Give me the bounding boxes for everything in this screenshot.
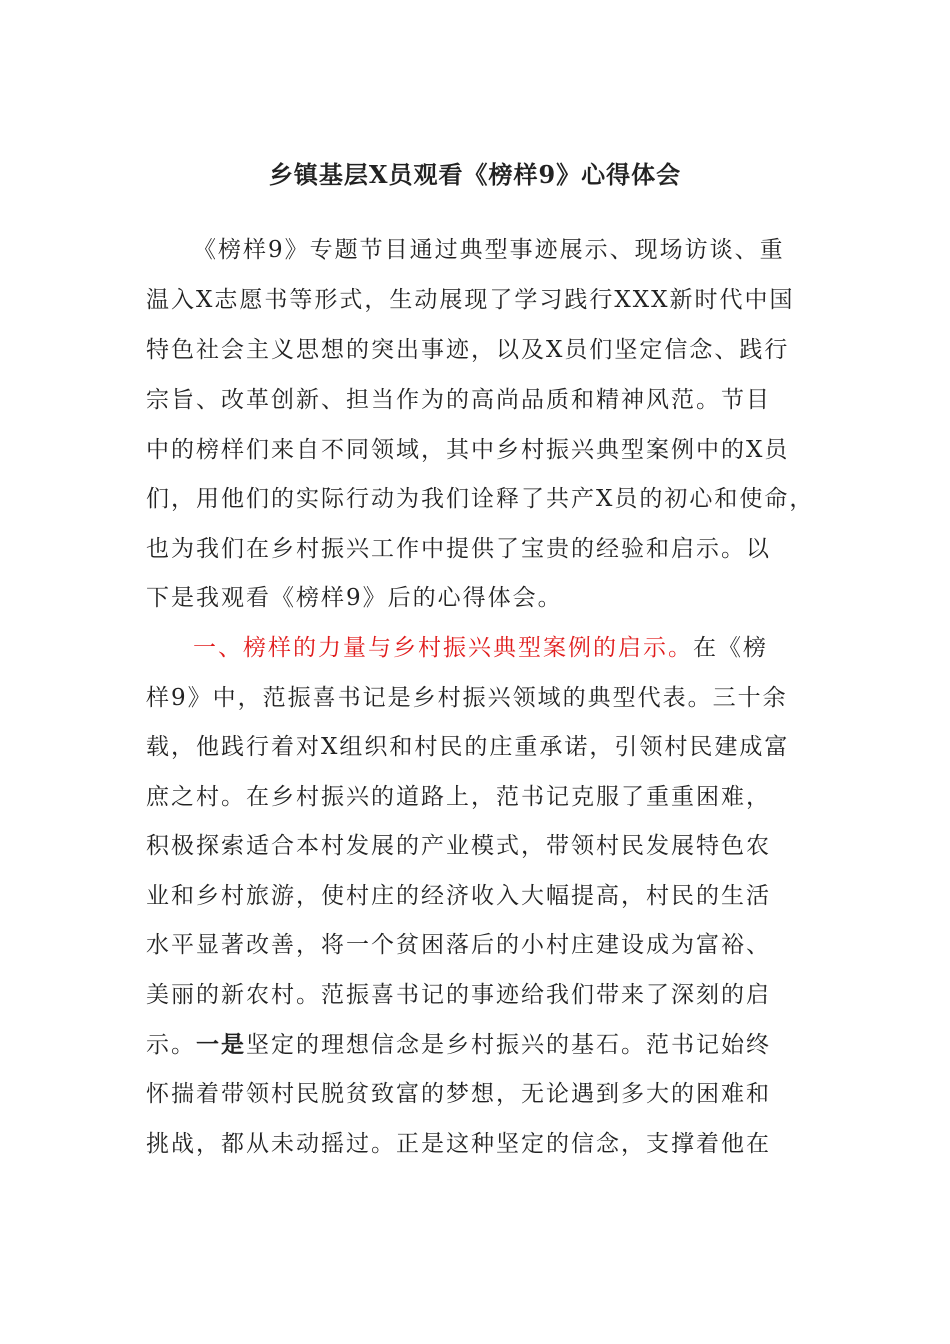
- paragraph-line: 载，他践行着对X组织和村民的庄重承诺，引领村民建成富: [146, 734, 790, 760]
- paragraph-line: 们，用他们的实际行动为我们诠释了共产X员的初心和使命，: [146, 486, 815, 512]
- paragraph-line: 怀揣着带领村民脱贫致富的梦想，无论遇到多大的困难和: [146, 1081, 771, 1107]
- paragraph-line: 特色社会主义思想的突出事迹，以及X员们坚定信念、践行: [146, 337, 790, 363]
- paragraph-line: 《榜样9》专题节目通过典型事迹展示、现场访谈、重: [193, 237, 785, 263]
- paragraph-line: 中的榜样们来自不同领域，其中乡村振兴典型案例中的X员: [146, 437, 790, 463]
- paragraph-line: 温入X志愿书等形式，生动展现了学习践行XXX新时代中国: [146, 287, 795, 313]
- paragraph-line: 积极探索适合本村发展的产业模式，带领村民发展特色农: [146, 833, 771, 859]
- section-heading-line: [193, 628, 768, 668]
- section-heading-tail: 在《榜: [693, 635, 768, 661]
- paragraph-line: 下是我观看《榜样9》后的心得体会。: [146, 585, 563, 611]
- paragraph-line: 宗旨、改革创新、担当作为的高尚品质和精神风范。节目: [146, 387, 771, 413]
- paragraph-line: 水平显著改善，将一个贫困落后的小村庄建设成为富裕、: [146, 932, 771, 958]
- point-marker: 一是: [196, 1031, 246, 1058]
- paragraph-line: 也为我们在乡村振兴工作中提供了宝贵的经验和启示。以: [146, 536, 771, 562]
- paragraph-line: 样9》中，范振喜书记是乡村振兴领域的典型代表。三十余: [146, 685, 788, 711]
- point-text: 坚定的理想信念是乡村振兴的基石。范书记始终: [246, 1032, 771, 1058]
- point-line: [146, 1025, 771, 1065]
- paragraph-line: 庶之村。在乡村振兴的道路上，范书记克服了重重困难，: [146, 784, 771, 810]
- paragraph-line: 业和乡村旅游，使村庄的经济收入大幅提高，村民的生活: [146, 883, 771, 909]
- point-prefix: 示。: [146, 1032, 196, 1058]
- paragraph-line: 美丽的新农村。范振喜书记的事迹给我们带来了深刻的启: [146, 982, 771, 1008]
- section-heading: 一、榜样的力量与乡村振兴典型案例的启示。: [193, 635, 693, 661]
- paragraph-line: 挑战，都从未动摇过。正是这种坚定的信念，支撑着他在: [146, 1131, 771, 1157]
- document-title: 乡镇基层X员观看《榜样9》心得体会: [268, 160, 682, 189]
